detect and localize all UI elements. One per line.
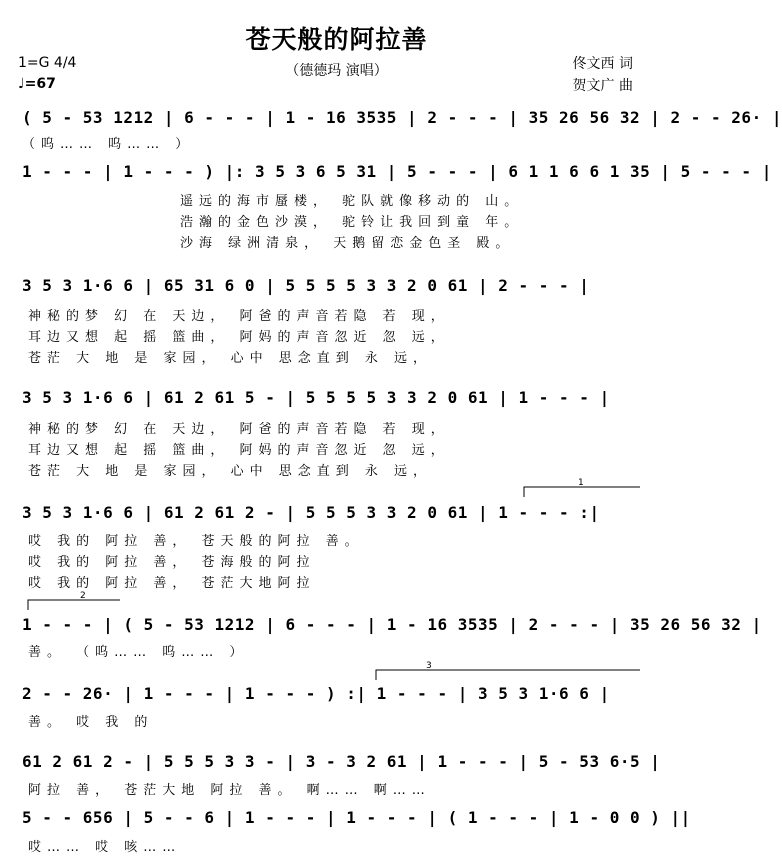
lyric-row-3-line-3: 苍茫 大 地 是 家园， 心中 思念直到 永 远， xyxy=(28,351,433,366)
volta-2-label: 2 xyxy=(80,591,86,601)
song-title: 苍天般的阿拉善 xyxy=(245,25,428,54)
tempo-marking: ♩=67 xyxy=(18,76,56,92)
volta-2-bracket xyxy=(28,600,120,610)
volta-1-label: 1 xyxy=(578,478,584,488)
score-row-3: 3 5 3 1·6 6 | 65 31 6 0 | 5 5 5 5 3 3 2 0 61 | 2 - - - | xyxy=(22,276,590,295)
lyric-row-2-line-2: 浩瀚的金色沙漠， 驼铃让我回到童 年。 xyxy=(180,215,524,230)
score-row-4: 3 5 3 1·6 6 | 61 2 61 5 - | 5 5 5 5 3 3 2 0 61 | 1 - - - | xyxy=(22,388,610,407)
lyric-row-6-line-1: 善。 （呜…… 呜…… ） xyxy=(28,645,249,660)
lyric-row-3-line-2: 耳边又想 起 摇 篮曲， 阿妈的声音忽近 忽 远， xyxy=(28,330,450,345)
lyric-row-4-line-1: 神秘的梦 幻 在 天边， 阿爸的声音若隐 若 现， xyxy=(28,422,450,437)
lyric-row-4-line-2: 耳边又想 起 摇 篮曲， 阿妈的声音忽近 忽 远， xyxy=(28,443,450,458)
volta-1-bracket xyxy=(524,487,640,497)
score-row-7: 2 - - 26· | 1 - - - | 1 - - - ) :| 1 - - - | 3 5 3 1·6 6 | xyxy=(22,684,610,703)
lyric-row-2-line-1: 遥远的海市蜃楼， 驼队就像移动的 山。 xyxy=(180,194,524,209)
score-row-5: 3 5 3 1·6 6 | 61 2 61 2 - | 5 5 5 3 3 2 0 61 | 1 - - - :| xyxy=(22,503,600,522)
singer-credit: （德德玛 演唱） xyxy=(285,63,388,79)
lyric-row-9-line-1: 哎…… 哎 咳…… xyxy=(28,840,182,855)
lyric-row-7-line-1: 善。 哎 我 的 xyxy=(28,715,154,730)
lyricist-credit: 佟文西 词 xyxy=(572,56,633,72)
lyric-row-5-line-3: 哎 我的 阿拉 善， 苍茫大地阿拉 xyxy=(28,576,316,591)
score-row-2: 1 - - - | 1 - - - ) |: 3 5 3 6 5 31 | 5 - - - | 6 1 1 6 6 1 35 | 5 - - - | xyxy=(22,162,772,181)
volta-3-label: 3 xyxy=(426,661,432,671)
volta-3-bracket xyxy=(376,670,640,680)
lyric-row-8-line-1: 阿拉 善， 苍茫大地 阿拉 善。 啊…… 啊…… xyxy=(28,783,431,798)
score-row-8: 61 2 61 2 - | 5 5 5 3 3 - | 3 - 3 2 61 | 1 - - - | 5 - 53 6·5 | xyxy=(22,752,661,771)
lyric-row-2-line-3: 沙海 绿洲清泉， 天鹅留恋金色圣 殿。 xyxy=(180,236,515,251)
lyric-row-5-line-1: 哎 我的 阿拉 善， 苍天般的阿拉 善。 xyxy=(28,534,364,549)
lyric-row-4-line-3: 苍茫 大 地 是 家园， 心中 思念直到 永 远， xyxy=(28,464,433,479)
score-row-9: 5 - - 656 | 5 - - 6 | 1 - - - | 1 - - - | ( 1 - - - | 1 - 0 0 ) || xyxy=(22,808,691,827)
lyric-row-5-line-2: 哎 我的 阿拉 善， 苍海般的阿拉 xyxy=(28,555,316,570)
lyric-row-3-line-1: 神秘的梦 幻 在 天边， 阿爸的声音若隐 若 现， xyxy=(28,309,450,324)
score-row-6: 1 - - - | ( 5 - 53 1212 | 6 - - - | 1 - 16 3535 | 2 - - - | 35 26 56 32 | xyxy=(22,615,762,634)
lyric-row-1-line-1: （呜…… 呜…… ） xyxy=(22,137,195,152)
composer-credit: 贺文广 曲 xyxy=(572,78,633,94)
score-row-1: ( 5 - 53 1212 | 6 - - - | 1 - 16 3535 | 2 - - - | 35 26 56 32 | 2 - - 26· | xyxy=(22,108,782,127)
key-signature: 1=G 4/4 xyxy=(18,55,77,71)
